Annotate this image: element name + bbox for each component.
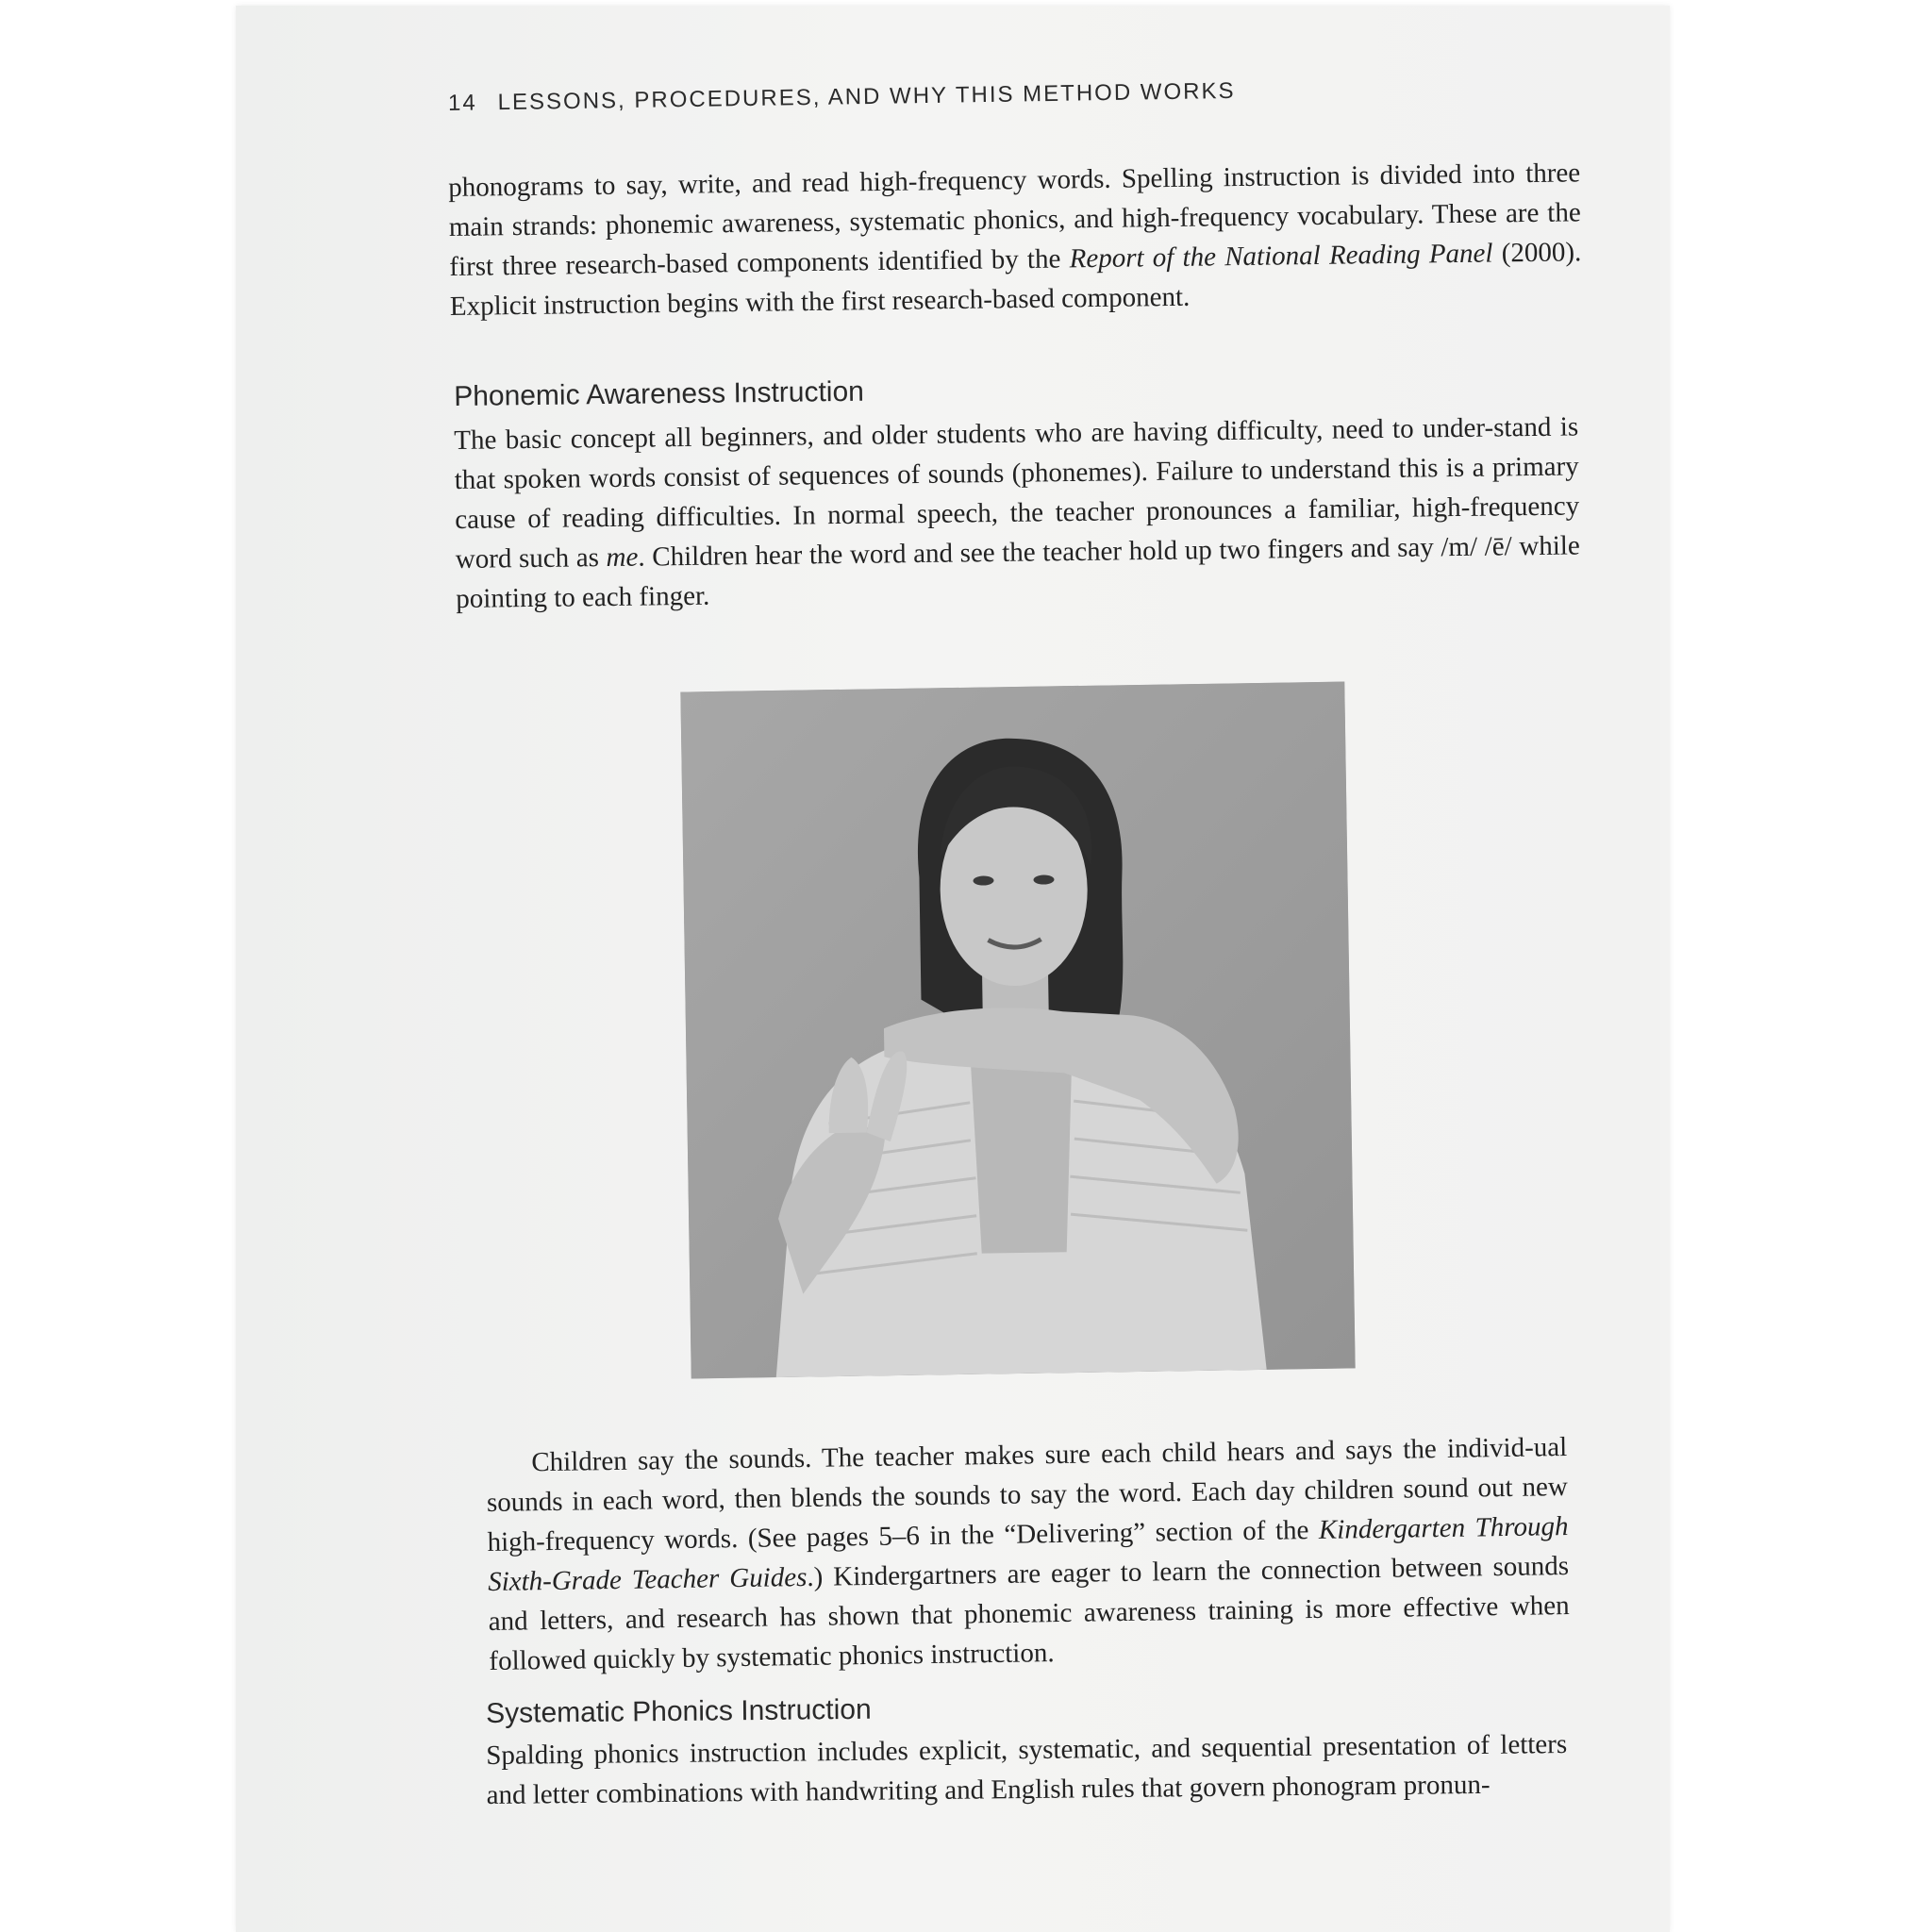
- phonemic-italic-word: me: [606, 541, 639, 574]
- intro-text-1: phonograms to say, write, and read high-frequency words. Spelling instruction is divided into three main strands: phonemic awareness, systematic phonics, and high-frequency vocabulary. These are the first three research-based components identified by the: [448, 158, 1581, 282]
- systematic-phonics-paragraph: Spalding phonics instruction includes explicit, systematic, and sequential presentation of letters and letter combinations with handwriting and English rules that govern phonogram pronun-: [486, 1728, 1568, 1810]
- intro-paragraph: [448, 153, 1582, 326]
- children-text-1: Children say the sounds. The teacher makes sure each child hears and says the individ-ual sounds in each word, then blends the sounds to say the word. Each day children sound out new high-frequency words. (See pages 5–6 in the “Delivering” section of the: [486, 1431, 1569, 1557]
- page-number: 14: [447, 90, 477, 116]
- children-say-sounds-paragraph: [486, 1427, 1571, 1681]
- section-heading-phonemic-awareness: Phonemic Awareness Instruction: [454, 375, 865, 412]
- teacher-photo-illustration: [680, 682, 1355, 1379]
- phonemic-text-1: The basic concept all beginners, and older students who are having difficulty, need to under-stand is that spoken words consist of sequences of sounds (phonemes). Failure to understand this is a primary cause of reading difficulties. In normal speech, the teacher pronounces a familiar, high-frequency word such as: [454, 411, 1580, 575]
- children-text-2: .) Kindergartners are eager to learn the connection between sounds and letters, and research has shown that phonemic awareness training is more effective when followed quickly by systematic phonics instruction.: [488, 1550, 1570, 1676]
- intro-italic-report-title: Report of the National Reading Panel: [1069, 238, 1493, 275]
- teacher-photo: [680, 682, 1355, 1379]
- phonemic-text-2: . Children hear the word and see the teacher hold up two fingers and say /m/ /ē/ while pointing to each finger.: [456, 530, 1580, 614]
- phonemic-awareness-paragraph: [454, 407, 1580, 619]
- running-head-title: LESSONS, PROCEDURES, AND WHY THIS METHOD WORKS: [497, 77, 1236, 116]
- section-heading-systematic-phonics: Systematic Phonics Instruction: [486, 1693, 872, 1729]
- intro-text-2: (2000). Explicit instruction begins with the first research-based component.: [449, 237, 1582, 322]
- children-italic-guides-title: Kindergarten Through Sixth-Grade Teacher Guides: [487, 1510, 1569, 1597]
